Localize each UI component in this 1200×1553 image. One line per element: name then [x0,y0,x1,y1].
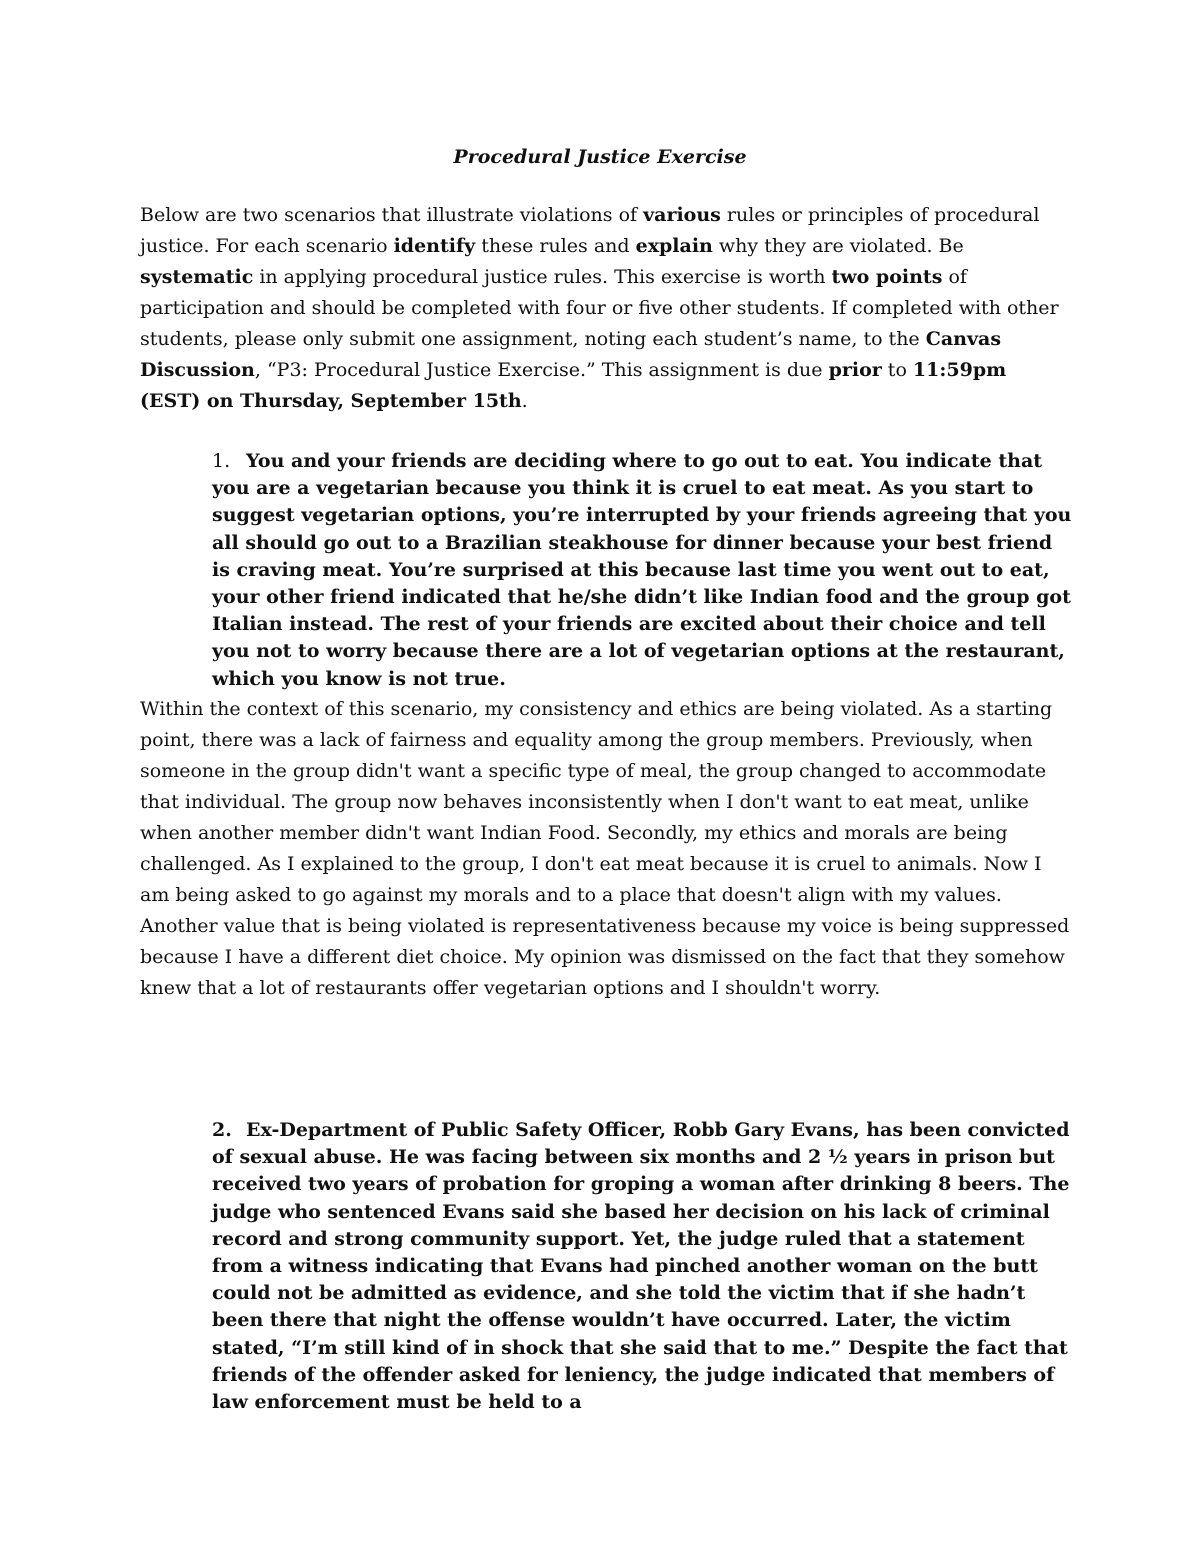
instructions-text: to [881,359,913,381]
scenario-text: You and your friends are deciding where to go out to eat. You indicate that you are a vegetarian because you think it is cruel to eat meat. As you start to suggest vegetarian options, you’re interrupted by your friends agreeing that you all should go out to a Brazilian steakhouse for dinner because your best friend is craving meat. You’re surprised at this because last time you went out to eat, your other friend indicated that he/she didn’t like Indian food and the group got Italian instead. The rest of your friends are excited about their choice and tell you not to worry because there are a lot of vegetarian options at the restaurant, which you know is not true. [212,450,1072,690]
scenario-1-answer: Within the context of this scenario, my consistency and ethics are being violated. As a starting point, there was a lack of fairness and equality among the group members. Previously, when someone in the group didn't want a specific type of meal, the group changed to accommodate that individual. The group now behaves inconsistently when I don't want to eat meat, unlike when another member didn't want Indian Food. Secondly, my ethics and morals are being challenged. As I explained to the group, I don't eat meat because it is cruel to animals. Now I am being asked to go against my morals and to a place that doesn't align with my values. Another value that is being violated is representativeness because my voice is being suppressed because I have a different diet choice. My opinion was dismissed on the fact that they somehow knew that a lot of restaurants offer vegetarian options and I shouldn't worry. [140,698,1070,999]
instructions-text: of participation and should be completed with four or five other students. If completed with other students, please only submit one assignment, noting each student’s name, to the [140,266,1059,350]
instructions-text: . [521,390,528,412]
instructions-text: rules or principles of procedural justice. For each scenario [140,204,1040,257]
document-title: Procedural Justice Exercise [453,146,747,168]
instructions-text: these rules and [475,235,636,257]
instructions-emphasis: identify [393,235,476,257]
instructions-emphasis: Canvas Discussion [140,328,1002,381]
scenario-number: 1. [212,450,231,472]
instructions-text: why they are violated. Be [712,235,964,257]
scenario-2 [212,1117,1072,1416]
instructions-emphasis: systematic [140,266,254,288]
instructions-emphasis: two points [831,266,943,288]
instructions-emphasis: various [643,204,721,226]
instructions-text: Below are two scenarios that illustrate violations of [140,204,644,226]
instructions-emphasis: 11:59pm (EST) on Thursday, September 15th [140,359,1007,412]
instructions-paragraph [140,200,1070,417]
instructions-text: , “P3: Procedural Justice Exercise.” This assignment is due [254,359,829,381]
instructions-emphasis: explain [635,235,713,257]
scenario-text: Ex-Department of Public Safety Officer, Robb Gary Evans, has been convicted of sexual abuse. He was facing between six months and 2 ½ years in prison but received two years of probation for groping a woman after drinking 8 beers. The judge who sentenced Evans said she based her decision on his lack of criminal record and strong community support. Yet, the judge ruled that a statement from a witness indicating that Evans had pinched another woman on the butt could not be admitted as evidence, and she told the victim that if she hadn’t been there that night the offense wouldn’t have occurred. Later, the victim stated, “I’m still kind of in shock that she said that to me.” Despite the fact that friends of the offender asked for leniency, the judge indicated that members of law enforcement must be held to a [212,1119,1070,1414]
scenario-1 [212,448,1072,693]
instructions-text: in applying procedural justice rules. This exercise is worth [253,266,832,288]
instructions-emphasis: prior [828,359,882,381]
scenario-number: 2. [212,1119,232,1141]
